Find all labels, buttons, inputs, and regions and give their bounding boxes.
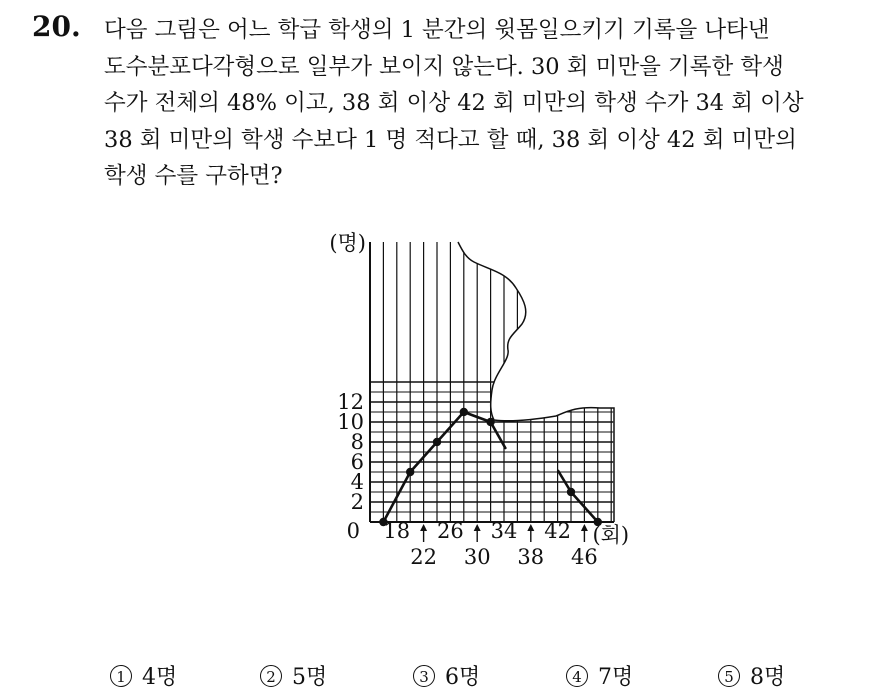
y-tick-label: 2 bbox=[350, 490, 364, 514]
data-point bbox=[567, 488, 575, 496]
x-tick-label-lower: 30 bbox=[463, 545, 491, 569]
choice-number-2: 2 bbox=[260, 665, 282, 687]
tick-arrow-head bbox=[527, 524, 534, 531]
data-point bbox=[433, 438, 441, 446]
y-unit-label: (명) bbox=[329, 231, 366, 255]
data-point bbox=[486, 418, 494, 426]
x-tick-label-lower: 38 bbox=[517, 545, 545, 569]
question-line: 수가 전체의 48% 이고, 38 회 이상 42 회 미만의 학생 수가 34 회 이상 bbox=[104, 90, 804, 116]
y-tick-label: 8 bbox=[350, 430, 364, 454]
question-line: 학생 수를 구하면? bbox=[104, 163, 283, 189]
choice-4[interactable] bbox=[566, 660, 633, 691]
choice-number-4: 4 bbox=[566, 665, 588, 687]
data-point bbox=[460, 408, 468, 416]
y-tick-label: 10 bbox=[337, 410, 364, 434]
y-tick-label: 12 bbox=[337, 390, 364, 414]
frequency-polygon-chart bbox=[310, 228, 670, 588]
answer-choices bbox=[110, 660, 830, 690]
choice-text-1: 4명 bbox=[142, 665, 178, 690]
frequency-polygon-figure bbox=[310, 228, 670, 592]
choice-number-1: 1 bbox=[110, 665, 132, 687]
x-tick-label-lower: 46 bbox=[571, 545, 598, 569]
x-tick-label-upper: 18 bbox=[383, 519, 411, 543]
choice-5[interactable] bbox=[718, 660, 785, 691]
question-line: 다음 그림은 어느 학급 학생의 1 분간의 윗몸일으키기 기록을 나타낸 bbox=[104, 17, 770, 43]
data-point bbox=[406, 468, 414, 476]
choice-number-5: 5 bbox=[718, 665, 740, 687]
choice-1[interactable] bbox=[110, 660, 177, 691]
tick-arrow-head bbox=[581, 524, 588, 531]
question-line: 도수분포다각형으로 일부가 보이지 않는다. 30 회 미만을 기록한 학생 bbox=[104, 53, 784, 80]
tick-arrow-head bbox=[474, 524, 481, 531]
choice-text-2: 5명 bbox=[292, 665, 328, 690]
question-number: 20. bbox=[32, 10, 81, 43]
choice-2[interactable] bbox=[260, 660, 327, 691]
question-line: 38 회 미만의 학생 수보다 1 명 적다고 할 때, 38 회 이상 42 회 미만의 bbox=[104, 126, 797, 153]
origin-label: 0 bbox=[346, 519, 360, 543]
x-tick-label-upper: 34 bbox=[490, 519, 518, 543]
choice-number-3: 3 bbox=[413, 665, 435, 687]
choice-3[interactable] bbox=[413, 660, 480, 691]
x-tick-label-upper: 42 bbox=[544, 519, 571, 543]
question-text bbox=[104, 12, 864, 195]
tick-arrow-head bbox=[420, 524, 427, 531]
y-tick-label: 4 bbox=[350, 470, 364, 494]
choice-text-5: 8명 bbox=[750, 665, 786, 690]
x-tick-label-upper: 26 bbox=[437, 519, 464, 543]
x-unit-label: (회) bbox=[592, 523, 630, 547]
choice-text-4: 7명 bbox=[598, 665, 634, 690]
choice-text-3: 6명 bbox=[445, 665, 481, 690]
polygon-segment-partial bbox=[491, 422, 506, 448]
y-tick-label: 6 bbox=[350, 450, 364, 474]
x-tick-label-lower: 22 bbox=[410, 545, 437, 569]
